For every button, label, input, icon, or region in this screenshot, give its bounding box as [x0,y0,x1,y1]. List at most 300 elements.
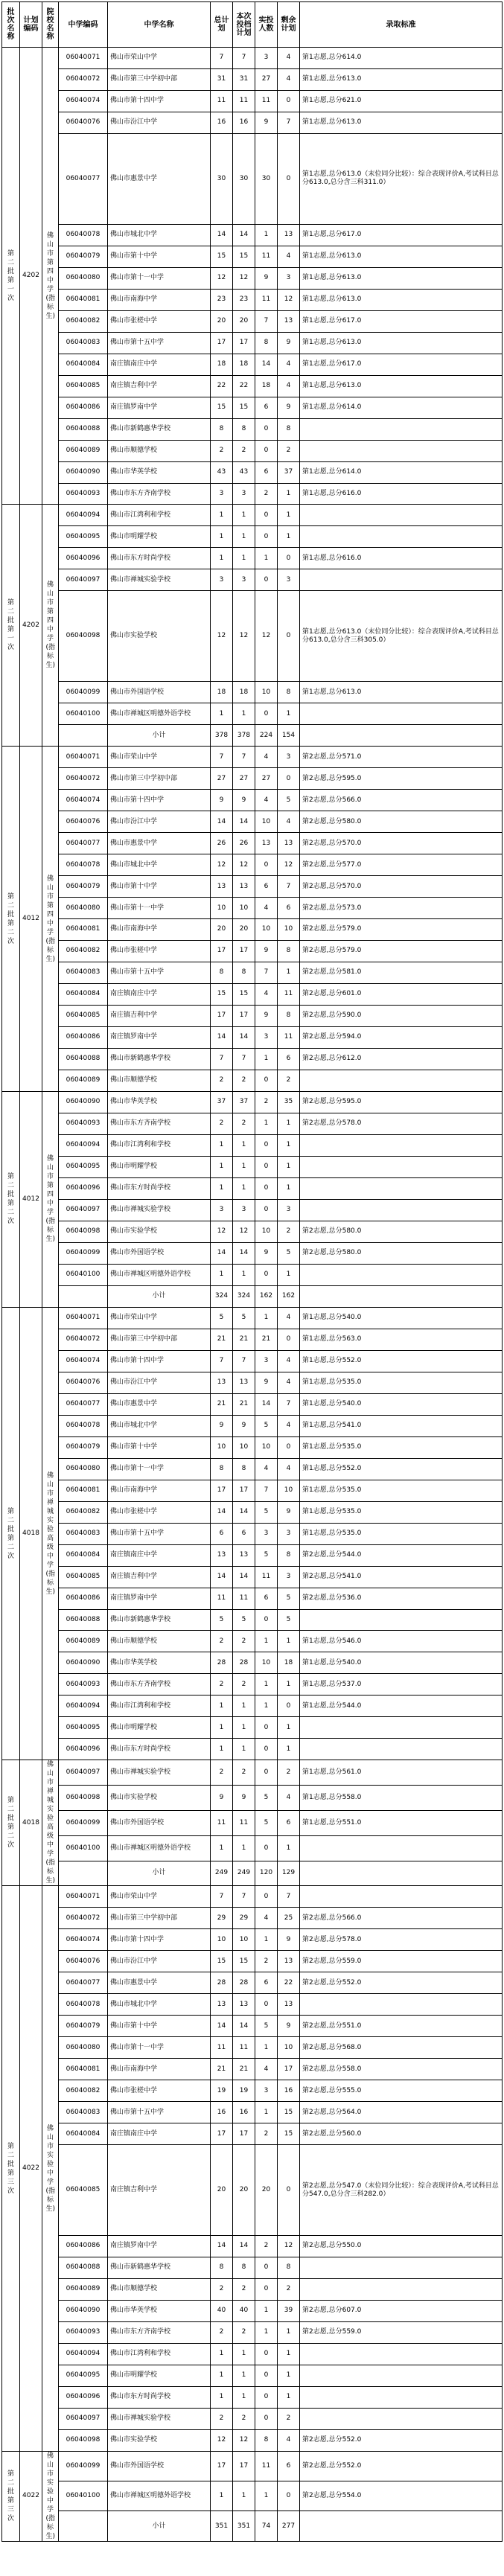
batch-cell [2,48,20,505]
school-code-cell: 06040077 [59,1972,108,1994]
current-plan-cell: 40 [233,2300,255,2321]
standard-cell: 第1志愿,总分613.0 [300,112,503,133]
current-plan-cell: 17 [233,1480,255,1501]
current-plan-cell: 1 [233,2386,255,2408]
school-code-cell: 06040093 [59,2321,108,2343]
subtotal-standard [300,1861,503,1886]
current-plan-cell: 12 [233,591,255,682]
remaining-cell: 0 [278,133,300,224]
school-name-cell: 南庄镇吉利中学 [108,375,211,397]
current-plan-cell: 14 [233,2016,255,2037]
standard-cell: 第2志愿,总分570.0 [300,833,503,854]
remaining-cell: 13 [278,310,300,332]
standard-cell [300,2408,503,2429]
current-plan-cell: 12 [233,1221,255,1242]
actual-cell: 0 [255,2343,278,2365]
current-plan-cell: 1 [233,1156,255,1177]
table-row [2,2059,503,2080]
current-plan-cell: 8 [233,2257,255,2278]
table-row [2,1026,503,1048]
total-plan-cell: 15 [211,1951,233,1972]
standard-cell: 第1志愿,总分613.0 [300,332,503,354]
school-code-cell: 06040089 [59,1631,108,1652]
actual-cell: 11 [255,2451,278,2481]
subtotal-blank-cell [59,2511,108,2541]
standard-cell: 第1志愿,总分535.0 [300,1523,503,1544]
table-row [2,1501,503,1523]
school-name-cell: 佛山市新鹤惠华学校 [108,1609,211,1631]
standard-cell: 第2志愿,总分568.0 [300,2037,503,2059]
actual-cell: 9 [255,1005,278,1026]
current-plan-cell: 28 [233,1652,255,1674]
school-code-cell: 06040082 [59,310,108,332]
standard-cell: 第1志愿,总分535.0 [300,1436,503,1458]
standard-cell: 第1志愿,总分616.0 [300,483,503,505]
total-plan-cell: 1 [211,526,233,548]
school-code-cell: 06040086 [59,1588,108,1609]
actual-cell: 4 [255,1458,278,1480]
total-plan-cell: 1 [211,1264,233,1285]
table-row [2,1674,503,1696]
school-name-cell: 佛山市第十中学 [108,2016,211,2037]
remaining-cell: 1 [278,1717,300,1739]
table-row [2,591,503,682]
table-row [2,2145,503,2236]
table-row [2,1393,503,1415]
standard-cell: 第2志愿,总分612.0 [300,1048,503,1070]
table-row [2,354,503,375]
subtotal-row [2,725,503,747]
total-plan-cell: 11 [211,90,233,112]
remaining-cell: 12 [278,2235,300,2257]
remaining-cell: 1 [278,1631,300,1652]
table-row [2,483,503,505]
college-cell-text: 佛山市实验中学(指标生) [45,2124,56,2213]
school-code-cell: 06040080 [59,2037,108,2059]
current-plan-cell: 5 [233,1307,255,1329]
school-name-cell: 佛山市华英学校 [108,1652,211,1674]
school-name-cell: 佛山市明耀学校 [108,526,211,548]
standard-cell: 第2志愿,总分581.0 [300,962,503,983]
standard-cell: 第2志愿,总分571.0 [300,747,503,768]
school-code-cell: 06040081 [59,289,108,310]
college-cell-text: 佛山市第四中学(指标生) [45,875,56,963]
school-code-cell: 06040078 [59,224,108,246]
school-code-cell: 06040098 [59,1786,108,1811]
standard-cell: 第1志愿,总分621.0 [300,90,503,112]
remaining-cell: 15 [278,2123,300,2145]
total-plan-cell: 1 [211,1156,233,1177]
total-plan-cell: 43 [211,461,233,483]
remaining-cell: 7 [278,112,300,133]
standard-cell [300,1156,503,1177]
school-code-cell: 06040074 [59,1929,108,1951]
school-code-cell: 06040074 [59,790,108,811]
current-plan-cell: 20 [233,919,255,941]
actual-cell: 0 [255,1835,278,1861]
school-name-cell: 佛山市第十五中学 [108,332,211,354]
remaining-cell: 4 [278,1415,300,1436]
current-plan-cell: 20 [233,2145,255,2236]
actual-cell: 9 [255,112,278,133]
school-code-cell: 06040098 [59,2429,108,2451]
school-code-cell: 06040100 [59,1835,108,1861]
school-code-cell: 06040097 [59,569,108,591]
school-code-cell: 06040074 [59,1350,108,1372]
standard-cell: 第2志愿,总分541.0 [300,1566,503,1588]
remaining-cell: 3 [278,747,300,768]
total-plan-cell: 7 [211,1350,233,1372]
standard-cell: 第2志愿,总分590.0 [300,1005,503,1026]
current-plan-cell: 31 [233,68,255,90]
school-code-cell: 06040085 [59,1005,108,1026]
standard-cell: 第2志愿,总分580.0 [300,1221,503,1242]
remaining-cell: 1 [278,505,300,526]
table-row [2,224,503,246]
school-code-cell: 06040090 [59,1091,108,1113]
actual-cell: 5 [255,1415,278,1436]
current-plan-cell: 3 [233,1199,255,1221]
remaining-cell: 12 [278,854,300,876]
table-row [2,1523,503,1544]
current-plan-cell: 11 [233,2037,255,2059]
table-row [2,1113,503,1134]
actual-cell: 2 [255,2235,278,2257]
table-row [2,2451,503,2481]
actual-cell: 10 [255,682,278,703]
school-name-cell: 佛山市新鹤惠华学校 [108,1048,211,1070]
remaining-cell: 11 [278,1026,300,1048]
current-plan-cell: 7 [233,1048,255,1070]
school-name-cell: 佛山市惠景中学 [108,833,211,854]
standard-cell: 第1志愿,总分617.0 [300,354,503,375]
actual-cell: 1 [255,224,278,246]
actual-cell: 12 [255,591,278,682]
remaining-cell: 4 [278,2429,300,2451]
current-plan-cell: 9 [233,1415,255,1436]
standard-cell: 第2志愿,总分547.0（末位同分比较）：综合表现评价A,考试科目总分547.0,总分含三科282.0） [300,2145,503,2236]
school-code-cell: 06040078 [59,1994,108,2016]
current-plan-cell: 21 [233,1393,255,1415]
school-name-cell: 佛山市东方时尚学校 [108,548,211,569]
standard-cell: 第1志愿,总分613.0 [300,375,503,397]
school-code-cell: 06040083 [59,1523,108,1544]
remaining-cell: 10 [278,1480,300,1501]
subtotal-current-plan: 378 [233,725,255,747]
batch-cell-text: 第二批第三次 [7,2142,14,2195]
total-plan-cell: 21 [211,1393,233,1415]
standard-cell: 第1志愿,总分613.0 [300,289,503,310]
college-cell [42,1886,59,2451]
school-name-cell: 佛山市华英学校 [108,2300,211,2321]
remaining-cell: 0 [278,90,300,112]
table-row [2,983,503,1005]
school-code-cell: 06040095 [59,1156,108,1177]
school-name-cell: 佛山市禅城区明德外语学校 [108,2481,211,2511]
school-code-cell: 06040071 [59,48,108,69]
subtotal-row [2,1285,503,1307]
school-code-cell: 06040071 [59,747,108,768]
actual-cell: 10 [255,811,278,833]
current-plan-cell: 43 [233,461,255,483]
total-plan-cell: 13 [211,1544,233,1566]
actual-cell: 0 [255,569,278,591]
current-plan-cell: 5 [233,1609,255,1631]
school-name-cell: 佛山市禅城实验学校 [108,1760,211,1786]
school-code-cell: 06040094 [59,2343,108,2365]
current-plan-cell: 1 [233,703,255,725]
total-plan-cell: 17 [211,940,233,962]
total-plan-cell: 10 [211,1929,233,1951]
table-row [2,811,503,833]
table-row [2,790,503,811]
remaining-cell: 1 [278,703,300,725]
batch-cell-text: 第二批第一次 [7,249,14,302]
subtotal-standard [300,725,503,747]
batch-cell [2,1886,20,2451]
total-plan-cell: 14 [211,1026,233,1048]
remaining-cell: 35 [278,1091,300,1113]
table-row [2,1134,503,1156]
remaining-cell: 3 [278,1199,300,1221]
table-row [2,1177,503,1199]
standard-cell: 第1志愿,总分552.0 [300,1458,503,1480]
school-code-cell: 06040090 [59,2300,108,2321]
total-plan-cell: 21 [211,2059,233,2080]
remaining-cell: 1 [278,1835,300,1861]
table-row [2,1480,503,1501]
standard-cell [300,1199,503,1221]
actual-cell: 21 [255,1329,278,1350]
actual-cell: 6 [255,1588,278,1609]
actual-cell: 5 [255,1544,278,1566]
college-cell [42,747,59,1092]
school-name-cell: 佛山市第十一中学 [108,1458,211,1480]
subtotal-remaining: 129 [278,1861,300,1886]
school-name-cell: 佛山市荣山中学 [108,1307,211,1329]
school-name-cell: 佛山市城北中学 [108,224,211,246]
total-plan-cell: 21 [211,1329,233,1350]
actual-cell: 1 [255,548,278,569]
school-code-cell: 06040074 [59,90,108,112]
current-plan-cell: 2 [233,1631,255,1652]
total-plan-cell: 2 [211,1113,233,1134]
actual-cell: 6 [255,876,278,898]
current-plan-cell: 11 [233,1810,255,1835]
standard-cell: 第1志愿,总分551.0 [300,1810,503,1835]
remaining-cell: 17 [278,2059,300,2080]
remaining-cell: 8 [278,940,300,962]
school-name-cell: 南庄镇南庄中学 [108,2123,211,2145]
total-plan-cell: 2 [211,1070,233,1091]
school-name-cell: 佛山市新鹤惠华学校 [108,418,211,440]
table-row [2,833,503,854]
remaining-cell: 6 [278,1810,300,1835]
school-name-cell: 佛山市实验学校 [108,1221,211,1242]
total-plan-cell: 1 [211,1696,233,1717]
total-plan-cell: 2 [211,440,233,461]
school-code-cell: 06040100 [59,703,108,725]
actual-cell: 14 [255,1393,278,1415]
school-code-cell: 06040096 [59,2386,108,2408]
table-row [2,682,503,703]
total-plan-cell: 1 [211,2386,233,2408]
current-plan-cell: 9 [233,1786,255,1811]
total-plan-cell: 2 [211,1631,233,1652]
total-plan-cell: 7 [211,1048,233,1070]
remaining-cell: 37 [278,461,300,483]
school-name-cell: 佛山市明耀学校 [108,1156,211,1177]
total-plan-cell: 2 [211,1760,233,1786]
school-code-cell: 06040072 [59,1329,108,1350]
school-name-cell: 南庄镇罗南中学 [108,397,211,418]
current-plan-cell: 37 [233,1091,255,1113]
current-plan-cell: 3 [233,483,255,505]
actual-cell: 5 [255,1501,278,1523]
school-code-cell: 06040077 [59,1393,108,1415]
current-plan-cell: 27 [233,768,255,790]
total-plan-cell: 20 [211,919,233,941]
school-code-cell: 06040086 [59,1026,108,1048]
batch-cell-text: 第二批第三次 [7,2470,14,2522]
school-name-cell: 南庄镇南庄中学 [108,354,211,375]
table-row [2,289,503,310]
table-row [2,2481,503,2511]
school-name-cell: 佛山市实验学校 [108,2429,211,2451]
current-plan-cell: 1 [233,1835,255,1861]
current-plan-cell: 14 [233,1026,255,1048]
school-code-cell: 06040072 [59,1908,108,1929]
actual-cell: 1 [255,1048,278,1070]
header-total-plan: 总计划 [211,2,233,48]
actual-cell: 0 [255,1717,278,1739]
actual-cell: 1 [255,1929,278,1951]
remaining-cell: 3 [278,1523,300,1544]
total-plan-cell: 2 [211,1674,233,1696]
school-name-cell: 佛山市第十五中学 [108,1523,211,1544]
school-name-cell: 佛山市顺德学校 [108,1070,211,1091]
subtotal-blank-cell [59,725,108,747]
school-code-cell: 06040084 [59,2123,108,2145]
school-name-cell: 佛山市东方时尚学校 [108,2386,211,2408]
standard-cell [300,1070,503,1091]
school-code-cell: 06040071 [59,1886,108,1908]
header-school-name: 中学名称 [108,2,211,48]
school-name-cell: 佛山市顺德学校 [108,440,211,461]
actual-cell: 8 [255,2429,278,2451]
batch-cell-text: 第二批第二次 [7,892,14,945]
current-plan-cell: 15 [233,397,255,418]
school-name-cell: 佛山市明耀学校 [108,2365,211,2386]
current-plan-cell: 14 [233,224,255,246]
standard-cell: 第2志愿,总分566.0 [300,790,503,811]
total-plan-cell: 3 [211,1199,233,1221]
college-cell-text: 佛山市实验中学(指标生) [45,2452,56,2540]
total-plan-cell: 12 [211,267,233,289]
remaining-cell: 8 [278,2257,300,2278]
remaining-cell: 1 [278,1674,300,1696]
standard-cell: 第2志愿,总分552.0 [300,2451,503,2481]
table-row [2,703,503,725]
table-row [2,1739,503,1760]
remaining-cell: 9 [278,397,300,418]
remaining-cell: 13 [278,833,300,854]
standard-cell: 第1志愿,总分617.0 [300,224,503,246]
table-header-row [2,2,503,48]
remaining-cell: 1 [278,2365,300,2386]
plan-code-cell: 4018 [20,1307,42,1760]
table-row [2,1760,503,1786]
remaining-cell: 12 [278,289,300,310]
table-row [2,526,503,548]
remaining-cell: 0 [278,548,300,569]
remaining-cell: 10 [278,2037,300,2059]
actual-cell: 10 [255,1652,278,1674]
actual-cell: 0 [255,440,278,461]
plan-code-cell: 4018 [20,1760,42,1886]
total-plan-cell: 12 [211,1221,233,1242]
school-code-cell: 06040083 [59,2102,108,2123]
table-row [2,1810,503,1835]
actual-cell: 3 [255,1350,278,1372]
school-code-cell: 06040080 [59,898,108,919]
school-name-cell: 佛山市明耀学校 [108,1717,211,1739]
school-name-cell: 佛山市第三中学初中部 [108,768,211,790]
standard-cell [300,2257,503,2278]
school-code-cell: 06040096 [59,548,108,569]
school-code-cell: 06040096 [59,1739,108,1760]
table-row [2,1199,503,1221]
total-plan-cell: 16 [211,2102,233,2123]
actual-cell: 14 [255,354,278,375]
remaining-cell: 1 [278,962,300,983]
school-name-cell: 佛山市张槎中学 [108,1501,211,1523]
actual-cell: 0 [255,1886,278,1908]
standard-cell [300,2386,503,2408]
school-name-cell: 佛山市第十中学 [108,1436,211,1458]
school-name-cell: 佛山市东方时尚学校 [108,1177,211,1199]
school-code-cell: 06040083 [59,332,108,354]
current-plan-cell: 1 [233,1134,255,1156]
college-cell [42,48,59,505]
total-plan-cell: 7 [211,1886,233,1908]
header-current-plan: 本次投档计划 [233,2,255,48]
school-code-cell: 06040099 [59,682,108,703]
current-plan-cell: 9 [233,790,255,811]
school-name-cell: 佛山市第三中学初中部 [108,68,211,90]
total-plan-cell: 37 [211,1091,233,1113]
remaining-cell: 18 [278,1652,300,1674]
total-plan-cell: 1 [211,1134,233,1156]
header-school-code: 中学编码 [59,2,108,48]
remaining-cell: 4 [278,246,300,267]
school-code-cell: 06040084 [59,354,108,375]
total-plan-cell: 1 [211,505,233,526]
remaining-cell: 5 [278,790,300,811]
actual-cell: 1 [255,1674,278,1696]
school-code-cell: 06040088 [59,2257,108,2278]
total-plan-cell: 9 [211,1786,233,1811]
actual-cell: 0 [255,2257,278,2278]
standard-cell: 第1志愿,总分535.0 [300,1480,503,1501]
actual-cell: 1 [255,1631,278,1652]
school-name-cell: 佛山市城北中学 [108,1415,211,1436]
current-plan-cell: 1 [233,548,255,569]
current-plan-cell: 14 [233,1242,255,1264]
school-name-cell: 佛山市第十一中学 [108,267,211,289]
current-plan-cell: 17 [233,1005,255,1026]
table-row [2,1717,503,1739]
